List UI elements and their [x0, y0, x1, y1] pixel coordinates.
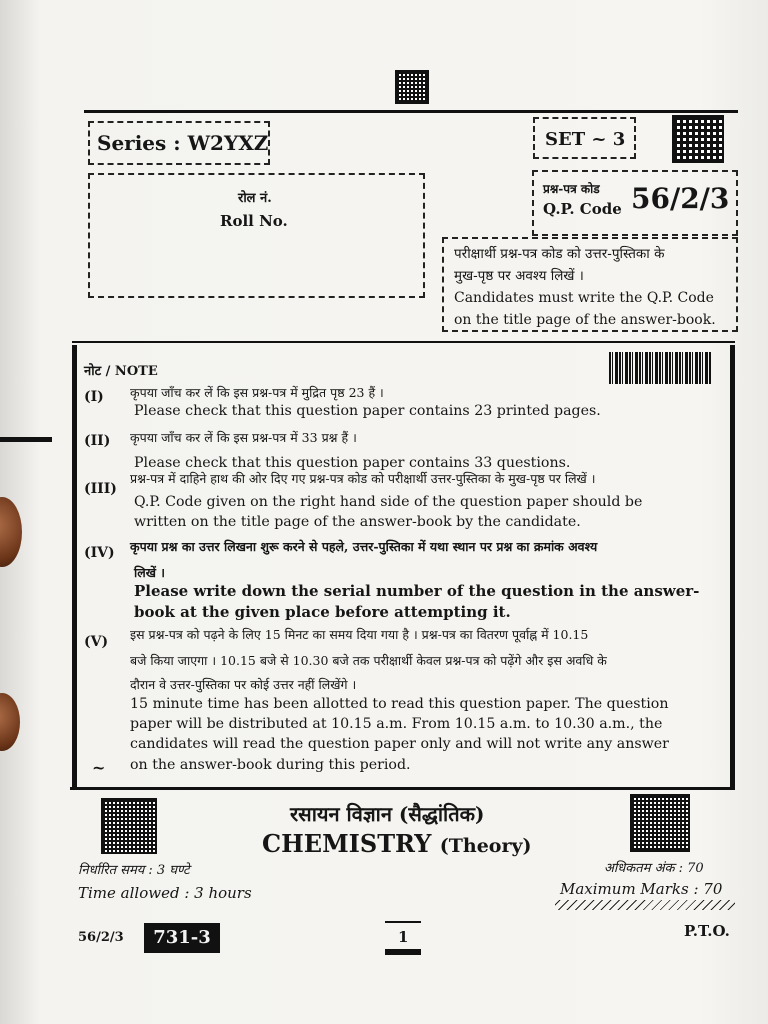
instruction-en-1: Candidates must write the Q.P. Code [454, 290, 714, 306]
subject-qr-right [630, 794, 690, 852]
qp-label-hi: प्रश्न-पत्र कोड [543, 182, 600, 196]
max-marks-hi: अधिकतम अंक : 70 [604, 861, 704, 876]
note-bottom-rule [70, 787, 735, 790]
time-allowed-en: Time allowed : 3 hours [78, 884, 252, 902]
note-number: (I) [84, 389, 104, 405]
instruction-en-2: on the title page of the answer-book. [454, 312, 716, 328]
note-en: Q.P. Code given on the right hand side of the question paper should be [134, 494, 643, 510]
note-number: (IV) [84, 545, 115, 561]
series-label: Series : W2YXZ [88, 121, 270, 165]
note-en: 15 minute time has been allotted to read this question paper. The question [130, 696, 669, 712]
tilde-mark: ~ [92, 758, 106, 777]
qp-label-en: Q.P. Code [543, 200, 622, 218]
subject-title-hi: रसायन विज्ञान (सैद्धांतिक) [290, 802, 485, 826]
note-top-rule [72, 341, 735, 343]
note-hi: कृपया जाँच कर लें कि इस प्रश्न-पत्र में मुद्रित पृष्ठ 23 हैं । [130, 385, 384, 400]
footer-qp-code: 56/2/3 [78, 930, 124, 945]
subject-main: CHEMISTRY [262, 829, 432, 858]
note-title: नोट / NOTE [84, 364, 158, 379]
set-qr-code [672, 115, 724, 163]
subject-paren: (Theory) [439, 835, 532, 857]
instruction-hi-2: मुख-पृष्ठ पर अवश्य लिखें । [454, 268, 584, 284]
note-hi: कृपया जाँच कर लें कि इस प्रश्न-पत्र में 33 प्रश्न हैं । [130, 430, 357, 445]
note-en: book at the given place before attempting it. [134, 603, 511, 621]
note-hi: दौरान वे उत्तर-पुस्तिका पर कोई उत्तर नहीं लिखेंगे । [130, 677, 357, 692]
note-hi: लिखें । [134, 565, 166, 580]
qp-code-value: 56/2/3 [631, 182, 730, 215]
page-rule-bottom [385, 949, 421, 955]
footer-code-box: 731-3 [144, 923, 220, 953]
top-rule [84, 110, 738, 113]
note-hi: बजे किया जाएगा । 10.15 बजे से 10.30 बजे तक परीक्षार्थी केवल प्रश्न-पत्र को पढ़ेंगे और इस अवधि के [130, 653, 607, 668]
qp-instruction-box [442, 237, 738, 332]
note-number: (II) [84, 433, 111, 449]
roll-label-hi: रोल नं. [238, 191, 272, 206]
top-qr-code [395, 70, 429, 104]
subject-title-en [262, 829, 532, 858]
barcode [609, 352, 711, 384]
note-en: Please check that this question paper contains 23 printed pages. [134, 403, 601, 419]
subject-qr-left [101, 798, 157, 854]
wavy-rule [555, 900, 735, 910]
note-en: candidates will read the question paper only and will not write any answer [130, 736, 669, 752]
note-en: paper will be distributed at 10.15 a.m. From 10.15 a.m. to 10.30 a.m., the [130, 716, 663, 732]
note-en: on the answer-book during this period. [130, 757, 411, 773]
time-allowed-hi: निर्धारित समय : 3 घण्टे [78, 863, 190, 878]
max-marks-en: Maximum Marks : 70 [560, 880, 723, 898]
note-number: (V) [84, 634, 109, 650]
note-hi: प्रश्न-पत्र में दाहिने हाथ की ओर दिए गए प्रश्न-पत्र कोड को परीक्षार्थी उत्तर-पुस्तिका के मुख-पृष्ठ पर लिखें । [130, 471, 596, 486]
roll-label-en: Roll No. [220, 212, 288, 230]
margin-mark [0, 437, 52, 442]
note-hi: कृपया प्रश्न का उत्तर लिखना शुरू करने से पहले, उत्तर-पुस्तिका में यथा स्थान पर प्रश्न का क्रमांक अवश्य [130, 539, 598, 554]
note-en: Please write down the serial number of the question in the answer- [134, 582, 700, 600]
instruction-hi-1: परीक्षार्थी प्रश्न-पत्र कोड को उत्तर-पुस्तिका के [454, 246, 665, 262]
page-number: 1 [398, 928, 409, 946]
page-rule-top [385, 921, 421, 923]
note-hi: इस प्रश्न-पत्र को पढ़ने के लिए 15 मिनट का समय दिया गया है । प्रश्न-पत्र का वितरण पूर्वाह्न में 10.15 [130, 627, 589, 642]
set-label: SET ~ 3 [533, 117, 636, 159]
note-en: Please check that this question paper contains 33 questions. [134, 455, 571, 471]
note-number: (III) [84, 481, 117, 497]
note-en: written on the title page of the answer-book by the candidate. [134, 514, 581, 530]
pto-label: P.T.O. [684, 922, 730, 940]
